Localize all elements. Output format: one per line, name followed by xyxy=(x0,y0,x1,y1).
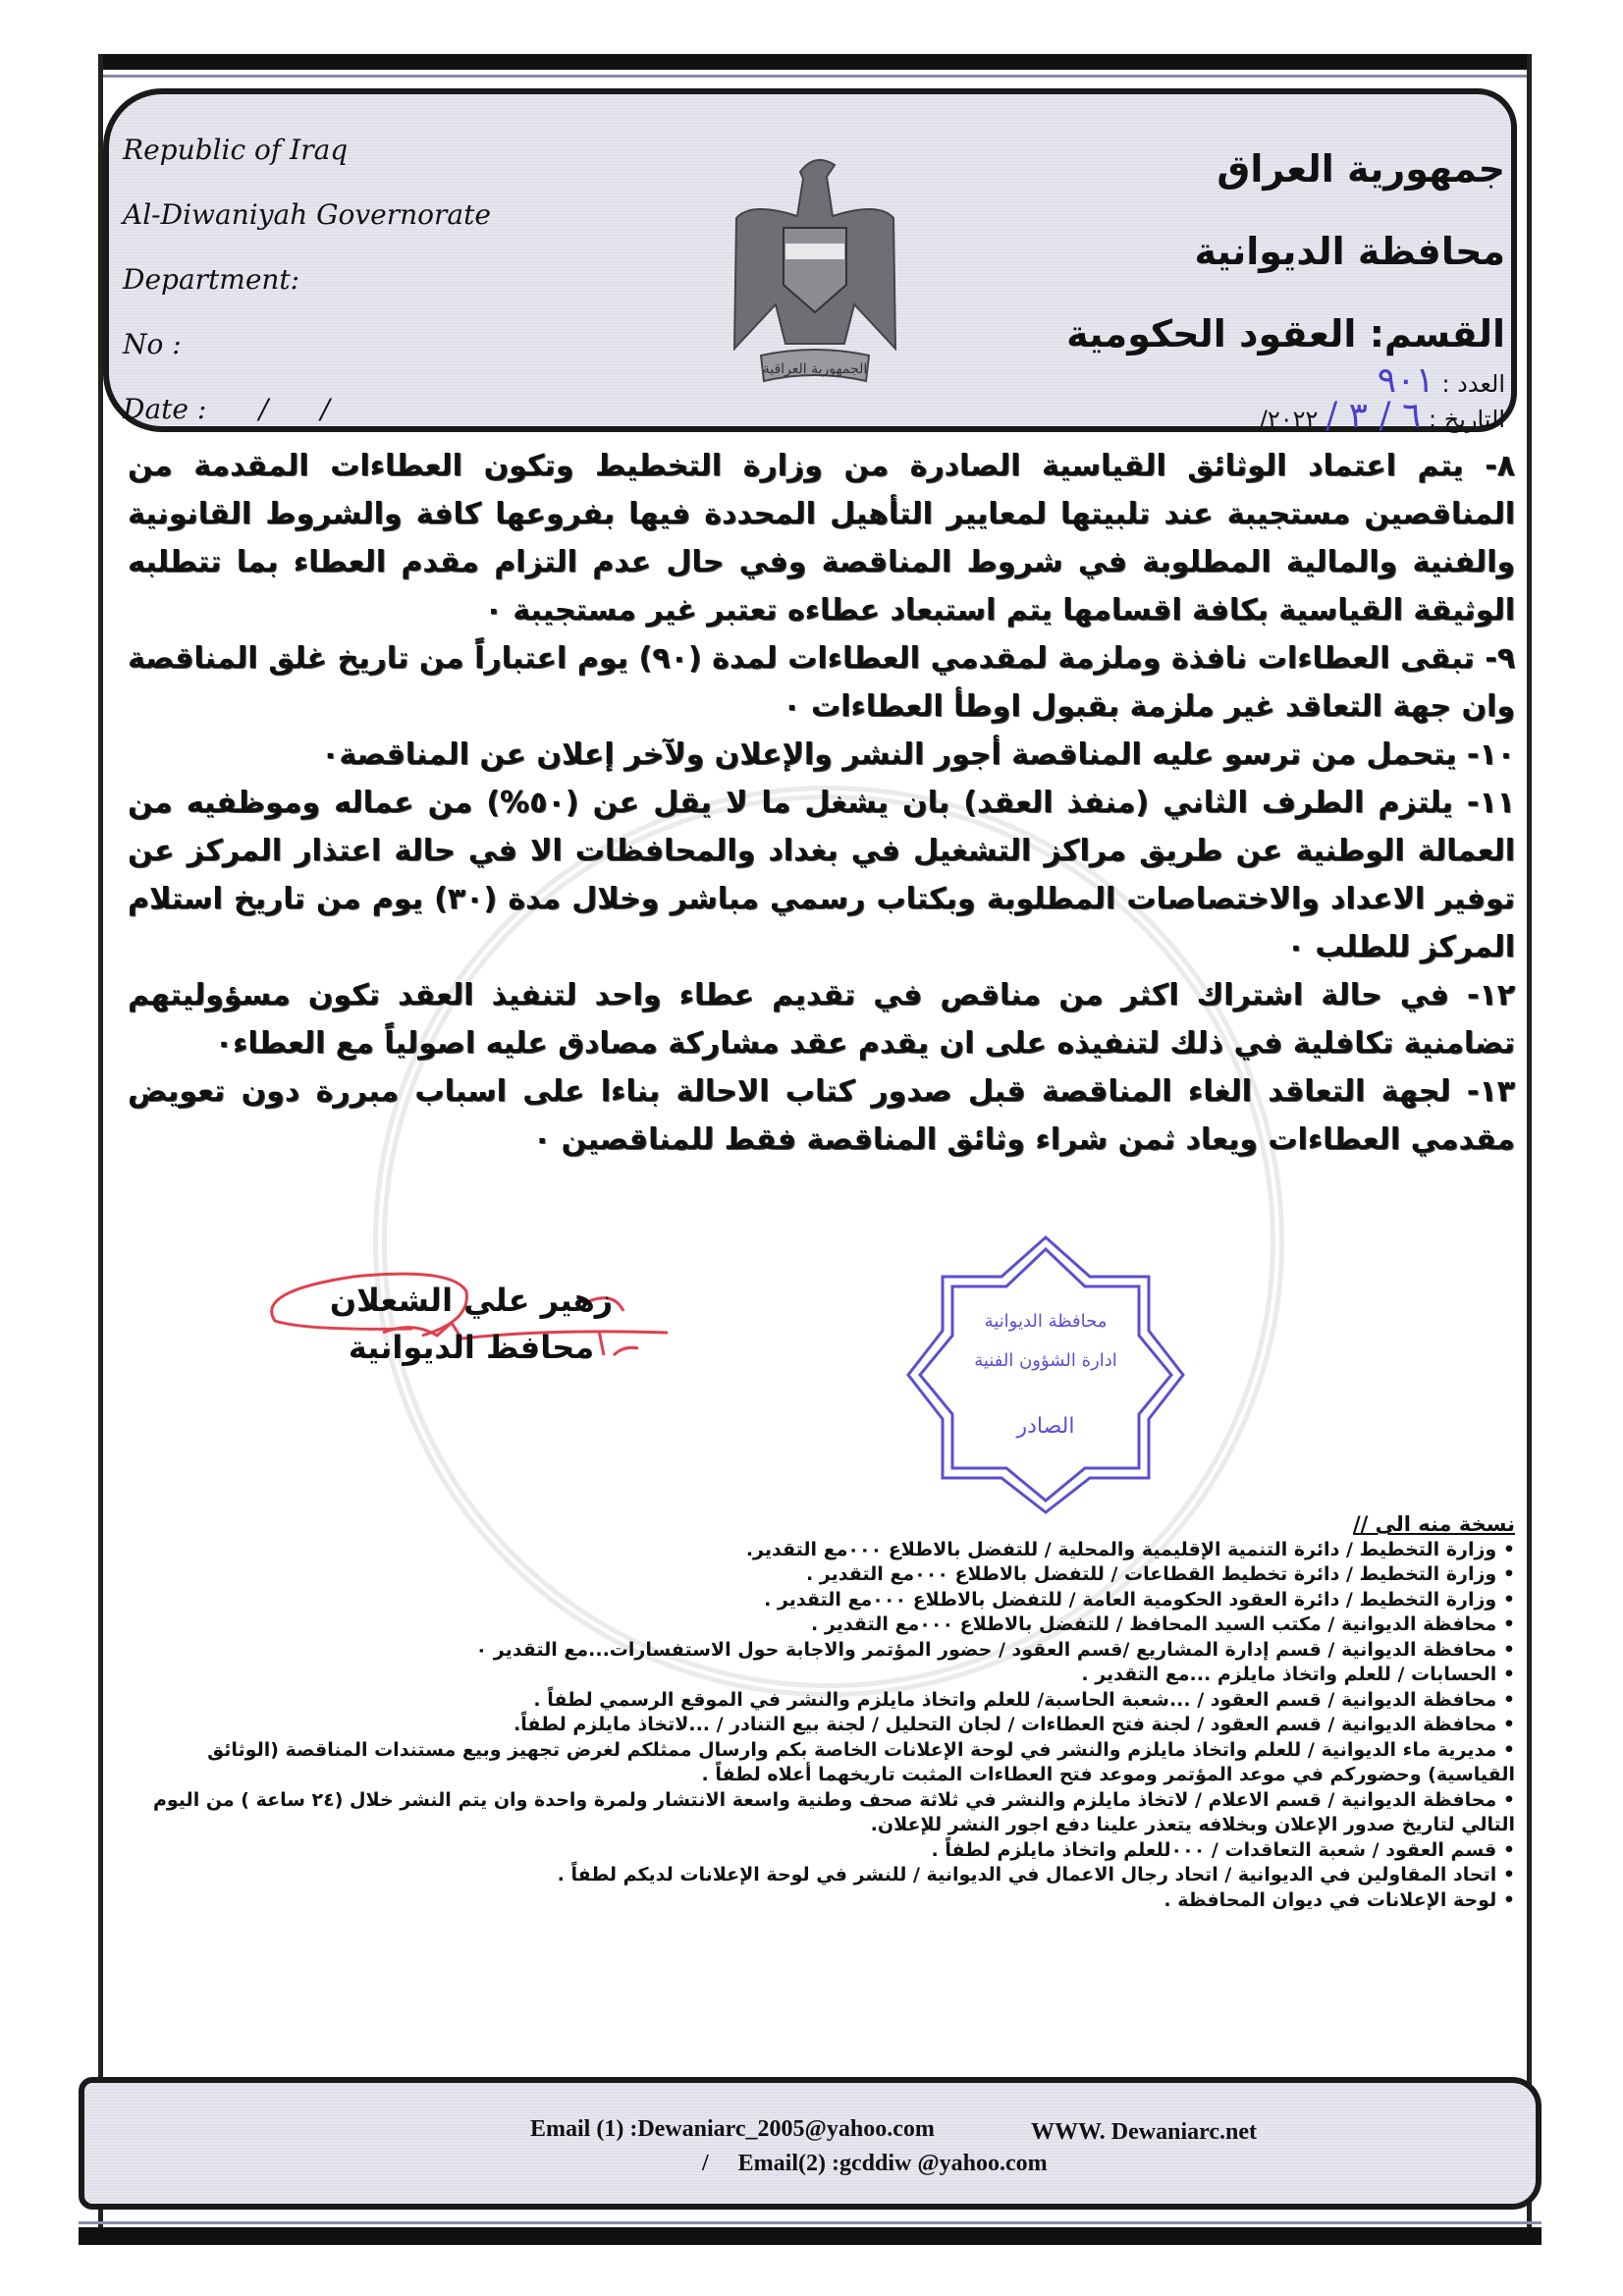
copy-item: • محافظة الديوانية / قسم الاعلام / لاتخاذ مايلزم والنشر في ثلاثة صحف وطنية واسعة الانتشار ولمرة واحدة وان يتم النشر خلال (٢٤ ساعة ) من اليوم التالي لتاريخ صدور الإعلان وبخلافه يتعذر علينا دفع اجور النشر للإعلان. xyxy=(128,1788,1515,1838)
country-english: Republic of Iraq xyxy=(123,134,349,166)
letter-number-row xyxy=(1260,360,1505,401)
number-label: العدد : xyxy=(1441,370,1505,398)
footer-email-2: / Email(2) :gcddiw @yahoo.com xyxy=(702,2151,1048,2176)
copy-item: • محافظة الديوانية / قسم العقود / لجنة فتح العطاءات / لجان التحليل / لجنة بيع التنادر / ...لاتخاذ مايلزم لطفاً. xyxy=(128,1713,1515,1738)
stamp-line-1: محافظة الديوانية xyxy=(984,1311,1108,1332)
clause-11: ١١- يلتزم الطرف الثاني (منفذ العقد) بان يشغل ما لا يقل عن (٥٠%) من عماله وموظفيه من العمالة الوطنية عن طريق مراكز التشغيل في بغداد والمحافظات الا في حالة اعتذار المركز عن توفير الاعداد والاختصاصات المطلوبة وبكتاب رسمي مباشر وخلال مدة (٣٠) يوم من تاريخ استلام المركز للطلب ٠ xyxy=(128,786,1515,964)
signatory-name: زهير علي الشعلان xyxy=(329,1282,614,1319)
copy-item: • وزارة التخطيط / دائرة التنمية الإقليمية والمحلية / للتفضل بالاطلاع ٠٠٠مع التقدير. xyxy=(128,1538,1515,1563)
letter-date-row xyxy=(1259,396,1505,436)
copies-title: نسخة منه الى // xyxy=(1352,1512,1515,1536)
copy-item: • قسم العقود / شعبة التعاقدات / ٠٠٠للعلم واتخاذ مايلزم لطفاً . xyxy=(128,1838,1515,1864)
letter-meta xyxy=(1259,360,1505,436)
copy-item: • محافظة الديوانية / مكتب السيد المحافظ / للتفضل بالاطلاع ٠٠٠مع التقدير . xyxy=(128,1613,1515,1638)
clause-8: ٨- يتم اعتماد الوثائق القياسية الصادرة من وزارة التخطيط وتكون العطاءات المقدمة من المناقصين مستجيبة عند تلبيتها لمعايير التأهيل المحددة فيها بفروعها كافة والشروط القانونية والفنية والمالية المطلوبة في شروط المناقصة وفي حال عدم التزام مقدم العطاء بما تتطلبه الوثيقة القياسية بكافة اقسامها يتم استبعاد عطاءه تعتبر غير مستجيبة ٠ xyxy=(128,449,1515,628)
signature-block xyxy=(295,1277,648,1371)
footer-website: WWW. Dewaniarc.net xyxy=(1031,2119,1257,2145)
letter-date-year: ٢٠٢٢/ xyxy=(1259,406,1319,433)
copy-item: • وزارة التخطيط / دائرة تخطيط القطاعات / للتفضل بالاطلاع ٠٠٠مع التقدير . xyxy=(128,1562,1515,1588)
letterhead-english xyxy=(123,118,491,442)
letter-number-value: ٩٠١ xyxy=(1377,360,1434,401)
clause-9: ٩- تبقى العطاءات نافذة وملزمة لمقدمي العطاءات لمدة (٩٠) يوم اعتباراً من تاريخ غلق المناقصة وان جهة التعاقد غير ملزمة بقبول اوطأ العطاءات ٠ xyxy=(128,641,1515,724)
signatory-title: محافظ الديوانية xyxy=(348,1329,595,1366)
date-label-english: Date : / / xyxy=(123,393,330,425)
copy-item: • محافظة الديوانية / قسم إدارة المشاريع /قسم العقود / حضور المؤتمر والاجابة حول الاستفسارات...مع التقدير ٠ xyxy=(128,1638,1515,1664)
clause-10: ١٠- يتحمل من ترسو عليه المناقصة أجور النشر والإعلان ولآخر إعلان عن المناقصة٠ xyxy=(321,738,1515,772)
copy-item: • وزارة التخطيط / دائرة العقود الحكومية العامة / للتفضل بالاطلاع ٠٠٠مع التقدير . xyxy=(128,1588,1515,1613)
frame-bottom-thin-line xyxy=(79,2221,1542,2224)
department-label-english: Department: xyxy=(123,263,300,296)
clause-13: ١٣- لجهة التعاقد الغاء المناقصة قبل صدور كتاب الاحالة بناءا على اسباب مبررة دون تعويض مقدمي العطاءات ويعاد ثمن شراء وثائق المناقصة فقط للمناقصين ٠ xyxy=(128,1074,1515,1157)
copy-item: • الحسابات / للعلم واتخاذ مايلزم ...مع التقدير . xyxy=(128,1663,1515,1688)
date-label: التاريخ : xyxy=(1428,406,1505,433)
iraq-eagle-emblem-icon xyxy=(707,147,923,412)
footer-email-1: Email (1) :Dewaniarc_2005@yahoo.com xyxy=(530,2116,935,2142)
letter-date-handwritten: ٦ / ٣ / xyxy=(1325,396,1422,436)
department-arabic: القسم: العقود الحكومية xyxy=(1066,312,1505,355)
copy-item: • محافظة الديوانية / قسم العقود / ...شعبة الحاسبة/ للعلم واتخاذ مايلزم والنشر في الموقع الرسمي لطفاً . xyxy=(128,1688,1515,1714)
governorate-arabic: محافظة الديوانية xyxy=(1194,230,1505,273)
footer-contact-box xyxy=(79,2077,1542,2210)
copy-item: • اتحاد المقاولين في الديوانية / اتحاد رجال الاعمال في الديوانية / للنشر في لوحة الإعلانات لديكم لطفاً . xyxy=(128,1863,1515,1888)
letter-body xyxy=(128,442,1515,1164)
frame-bottom-border xyxy=(79,2227,1542,2245)
letterhead-arabic xyxy=(1066,128,1505,375)
official-stamp-icon xyxy=(903,1232,1188,1517)
number-label-english: No : xyxy=(123,328,182,360)
governorate-english: Al-Diwaniyah Governorate xyxy=(123,198,491,231)
stamp-line-2: ادارة الشؤون الفنية xyxy=(974,1350,1117,1371)
copy-item: • مديرية ماء الديوانية / للعلم واتخاذ مايلزم والنشر في لوحة الإعلانات الخاصة بكم وارسال ممثلكم لغرض تجهيز وبيع مستندات المناقصة (الوثائق القياسية) وحضوركم في موعد المؤتمر وموعد فتح العطاءات المثبت تاريخهما أعلاه لطفاً . xyxy=(128,1738,1515,1788)
clause-12: ١٢- في حالة اشتراك اكثر من مناقص في تقديم عطاء واحد لتنفيذ العقد تكون مسؤوليتهم تضامنية تكافلية في ذلك لتنفيذه على ان يقدم عقد مشاركة مصادق عليه اصولياً مع العطاء٠ xyxy=(128,978,1516,1061)
copy-item: • لوحة الإعلانات في ديوان المحافظة . xyxy=(128,1888,1515,1914)
copies-list xyxy=(128,1512,1515,1913)
stamp-line-3: الصادر xyxy=(1016,1414,1075,1439)
emblem-caption: الجمهورية العراقية xyxy=(762,361,868,377)
country-arabic: جمهورية العراق xyxy=(1217,147,1505,191)
